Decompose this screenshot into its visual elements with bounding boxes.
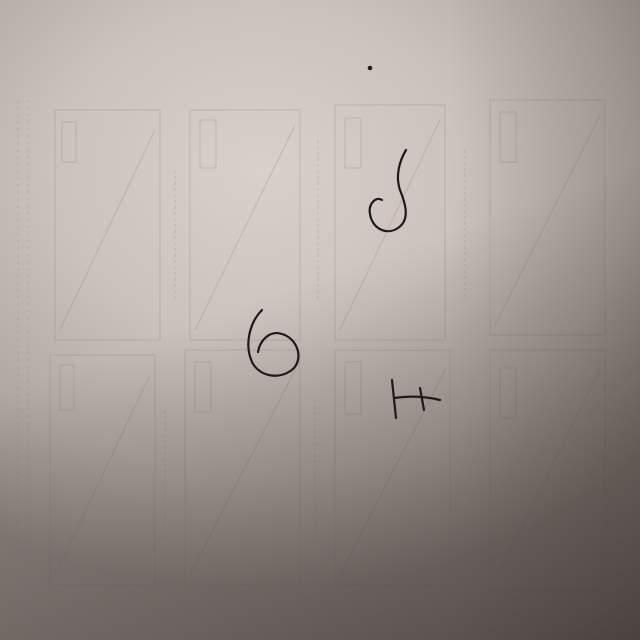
handwritten-digit-7 (392, 380, 440, 418)
handwritten-digit-2 (370, 150, 406, 231)
pen-dot (369, 67, 371, 69)
handwritten-digit-6 (248, 310, 298, 376)
